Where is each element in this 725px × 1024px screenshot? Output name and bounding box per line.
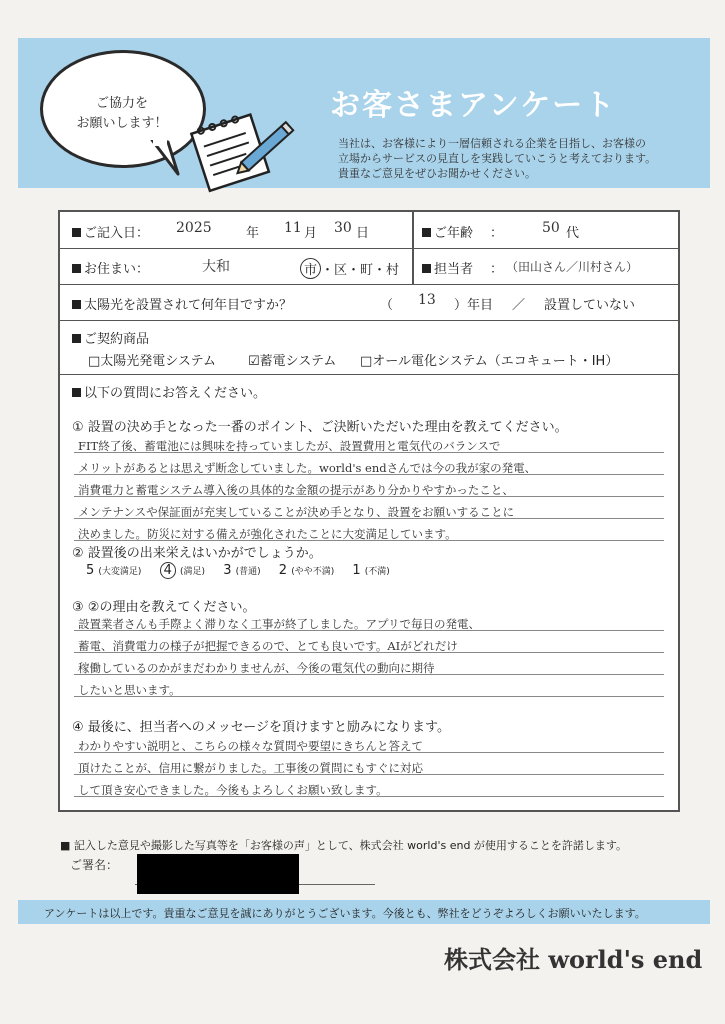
contract-label: ご契約商品	[84, 332, 150, 347]
address-value: 大和	[202, 259, 230, 275]
q3-answer-line: したいと思います。	[78, 683, 181, 697]
solar-years: 13	[418, 292, 436, 308]
year-unit: 年	[246, 226, 260, 241]
address-label-wrap	[72, 258, 149, 277]
day-unit: 日	[356, 226, 370, 241]
address-city: 市	[300, 258, 321, 279]
date-label: ご記入日：	[84, 226, 150, 241]
date-label-wrap	[72, 222, 149, 241]
square-bullet	[422, 264, 431, 273]
solar-q-wrap	[72, 294, 292, 313]
product-all-electric: □オール電化システム（エコキュート・IH）	[360, 354, 619, 369]
company-name: 株式会社 world's end	[444, 945, 703, 974]
product-battery: ☑蓄電システム	[248, 354, 337, 369]
intro-line-2: 立場からサービスの見直しを実践していこうと考えております。	[338, 152, 657, 165]
rating-4-selected: 4	[160, 562, 176, 579]
question-2: ② 設置後の出来栄えはいかがでしょうか。	[72, 546, 322, 561]
solar-none: 設置していない	[544, 298, 636, 313]
row-date-age	[60, 212, 678, 249]
solar-question: 太陽光を設置されて何年目ですか？	[84, 298, 293, 313]
rating-1-note: (不満)	[364, 567, 390, 577]
q4-answer-line: 頂けたことが、信用に繋がりました。工事後の質問にもすぐに対応	[78, 761, 423, 775]
notepad-pencil-icon	[185, 100, 305, 195]
staff-label-wrap	[422, 258, 473, 277]
q1-answer-line: FIT終了後、蓄電池には興味を持っていましたが、設置費用と電気代のバランスで	[78, 439, 501, 453]
square-bullet	[422, 228, 431, 237]
month-unit: 月	[304, 226, 318, 241]
solar-open: （	[380, 298, 394, 313]
rating-5: 5	[86, 563, 95, 578]
question-4: ④ 最後に、担当者へのメッセージを頂けますと励みになります。	[72, 720, 450, 735]
staff-colon: ：	[490, 262, 504, 277]
speech-bubble-tail	[150, 140, 180, 176]
staff-value: （田山さん／川村さん）	[506, 260, 639, 274]
age-label-wrap	[422, 222, 473, 241]
intro-text	[338, 136, 698, 181]
address-units: ・区・町・村	[321, 263, 400, 278]
q4-answer-line: わかりやすい説明と、こちらの様々な質問や要望にきちんと答えて	[78, 739, 423, 753]
bubble-line-2: お願いします！	[76, 116, 168, 131]
age-unit: 代	[566, 226, 580, 241]
q3-answer-line: 蓄電、消費電力の様子が把握できるので、とても良いです。AIがどれだけ	[78, 639, 458, 653]
question-1: ① 設置の決め手となった一番のポイント、ご決断いただいた理由を教えてください。	[72, 420, 568, 435]
q3-answer-line: 稼働しているのかがまだわかりませんが、今後の電気代の動向に期待	[78, 661, 435, 675]
rating-scale	[86, 562, 390, 579]
solar-sep: ／	[512, 298, 526, 313]
q4-answer-line: して頂き安心できました。今後もよろしくお願い致します。	[78, 783, 388, 797]
rating-3: 3	[223, 563, 232, 578]
rating-5-note: (大変満足)	[98, 567, 142, 577]
questions-label: 以下の質問にお答えください。	[84, 386, 267, 401]
intro-line-3: 貴重なご意見をぜひお聞かせください。	[338, 167, 536, 180]
bubble-line-1: ご協力を	[95, 96, 148, 111]
contract-label-wrap	[72, 328, 149, 347]
rating-4-note: (満足)	[180, 567, 206, 577]
intro-line-1: 当社は、お客様により一層信頼される企業を目指し、お客様の	[338, 137, 646, 150]
bubble-text	[52, 94, 192, 134]
questions-label-wrap	[72, 382, 266, 401]
square-bullet	[72, 300, 81, 309]
rating-1: 1	[352, 563, 361, 578]
survey-form	[58, 210, 680, 812]
consent-text: ■ 記入した意見や撮影した写真等を「お客様の声」として、株式会社 world's end が使用することを許諾します。	[60, 839, 628, 852]
date-month: 11	[284, 220, 302, 236]
square-bullet	[72, 334, 81, 343]
row-contract	[60, 320, 678, 375]
product-solar: □太陽光発電システム	[88, 354, 216, 369]
q1-answer-line: 消費電力と蓄電システム導入後の具体的な金額の提示があり分かりやすかったこと、	[78, 483, 514, 497]
question-3: ③ ②の理由を教えてください。	[72, 600, 256, 615]
signature-redaction	[137, 854, 299, 894]
age-colon: ：	[490, 226, 504, 241]
date-year: 2025	[176, 220, 212, 236]
age-label: ご年齢	[434, 226, 474, 241]
address-units-wrap	[300, 258, 399, 279]
rating-2: 2	[278, 563, 288, 578]
age-value: 50	[542, 220, 560, 236]
survey-title: お客さまアンケート	[330, 88, 617, 123]
solar-close: ）年目	[454, 298, 494, 313]
rating-2-note: (やや不満)	[291, 567, 335, 577]
staff-label: 担当者	[434, 262, 474, 277]
row-solar	[60, 284, 678, 321]
thanks-text: アンケートは以上です。貴重なご意見を誠にありがとうございます。今後とも、弊社をどうぞよろしくお願いいたします。	[44, 907, 646, 920]
q3-answer-line: 設置業者さんも手際よく滞りなく工事が終了しました。アプリで毎日の発電、	[78, 617, 481, 631]
row-address-staff	[60, 248, 678, 285]
rating-3-note: (普通)	[235, 567, 261, 577]
address-label: お住まい：	[84, 262, 150, 277]
square-bullet	[72, 388, 81, 397]
square-bullet	[72, 228, 81, 237]
date-day: 30	[334, 220, 352, 236]
square-bullet	[72, 264, 81, 273]
q1-answer-line: メリットがあるとは思えず断念していました。world's endさんでは今の我が家の発電、	[78, 461, 537, 475]
q1-answer-line: メンテナンスや保証面が充実していることが決め手となり、設置をお願いすることに	[78, 505, 515, 519]
q1-answer-line: 決めました。防災に対する備えが強化されたことに大変満足しています。	[78, 527, 457, 541]
signature-label: ご署名：	[70, 858, 119, 872]
